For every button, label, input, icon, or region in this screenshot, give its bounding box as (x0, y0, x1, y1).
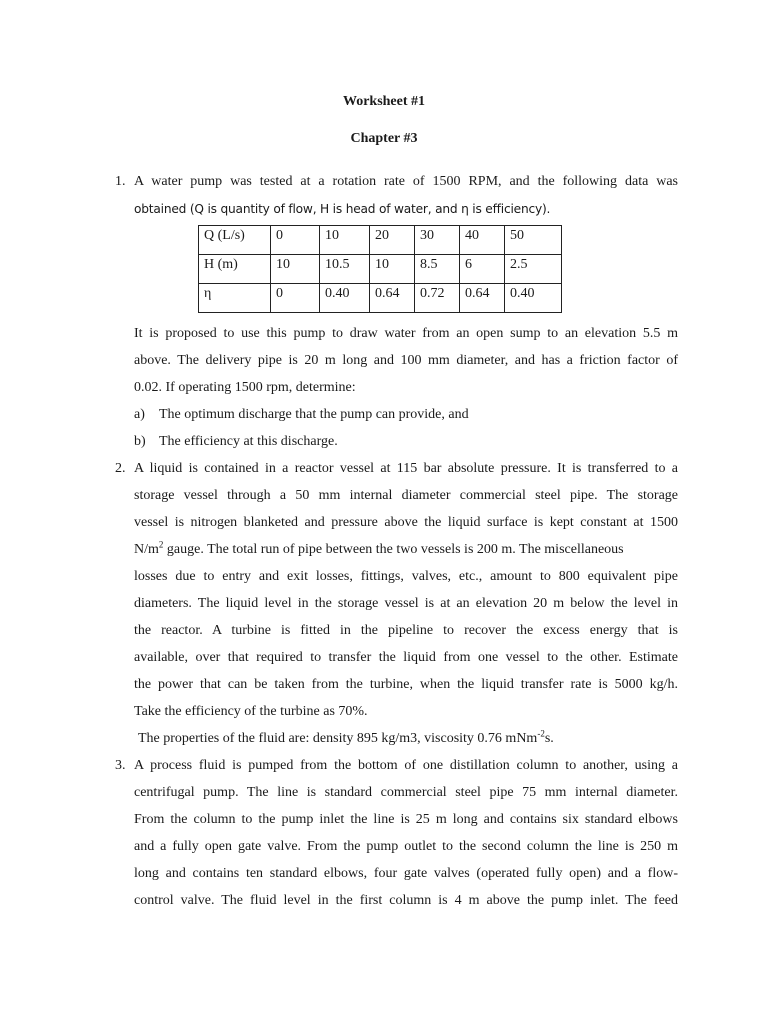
table-cell: 0 (271, 284, 320, 313)
sub-item-a-text: The optimum discharge that the pump can provide, and (159, 407, 469, 422)
table-cell: 6 (460, 255, 505, 284)
question-3-number: 3. (115, 758, 126, 773)
superscript: -2 (537, 728, 545, 739)
question-2-line (134, 541, 678, 559)
table-cell: 0.72 (415, 284, 460, 313)
question-1-line: 0.02. If operating 1500 rpm, determine: (134, 380, 356, 395)
table-cell: 10 (370, 255, 415, 284)
table-cell: 0.40 (320, 284, 370, 313)
question-2-line: storage vessel through a 50 mm internal diameter commercial steel pipe. The storage (134, 488, 678, 503)
table-row (199, 284, 562, 313)
table-cell: 8.5 (415, 255, 460, 284)
table-row (199, 226, 562, 255)
question-1-line: obtained (Q is quantity of flow, H is head of water, and η is efficiency). (134, 202, 551, 216)
question-3-line: and a fully open gate valve. From the pump outlet to the second column the line is 250 m (134, 839, 678, 854)
sub-item-a-label: a) (134, 407, 145, 422)
pump-data-table (198, 225, 562, 313)
question-1-line: above. The delivery pipe is 20 m long and 100 mm diameter, and has a friction factor of (134, 353, 678, 368)
question-3-line: From the column to the pump inlet the line is 25 m long and contains six standard elbows (134, 812, 678, 827)
table-cell: 0 (271, 226, 320, 255)
table-cell: 0.40 (505, 284, 562, 313)
unit-text: N/m (134, 542, 159, 557)
table-cell: 30 (415, 226, 460, 255)
question-3-line: control valve. The fluid level in the first column is 4 m above the pump inlet. The feed (134, 893, 678, 908)
table-cell: H (m) (199, 255, 271, 284)
question-2-line: available, over that required to transfer the liquid from one vessel to the other. Estimate (134, 650, 678, 665)
question-1-number: 1. (115, 174, 126, 189)
question-1-line: It is proposed to use this pump to draw water from an open sump to an elevation 5.5 m (134, 326, 678, 341)
question-2-line: A liquid is contained in a reactor vessel at 115 bar absolute pressure. It is transferred to a (134, 461, 678, 476)
table-cell: 0.64 (460, 284, 505, 313)
line-text: The properties of the fluid are: density 895 kg/m3, viscosity 0.76 mNm (138, 731, 538, 746)
chapter-title: Chapter #3 (350, 131, 418, 146)
table-cell: 0.64 (370, 284, 415, 313)
table-row (199, 255, 562, 284)
sub-item-b-label: b) (134, 434, 146, 449)
table-cell: 50 (505, 226, 562, 255)
question-2-line: vessel is nitrogen blanketed and pressure above the liquid surface is kept constant at 1500 (134, 515, 678, 530)
line-text: s. (544, 731, 554, 746)
question-2-line: losses due to entry and exit losses, fittings, valves, etc., amount to 800 equivalent pipe (134, 569, 678, 584)
table-cell: 10.5 (320, 255, 370, 284)
sub-item-b-text: The efficiency at this discharge. (159, 434, 338, 449)
superscript: 2 (158, 539, 164, 550)
table-cell: 10 (271, 255, 320, 284)
question-3-line: centrifugal pump. The line is standard commercial steel pipe 75 mm internal diameter. (134, 785, 678, 800)
table-cell: 40 (460, 226, 505, 255)
line-text: gauge. The total run of pipe between the two vessels is 200 m. The miscellaneous (163, 542, 624, 557)
table-cell: 2.5 (505, 255, 562, 284)
table-cell: 20 (370, 226, 415, 255)
question-2-line: diameters. The liquid level in the storage vessel is at an elevation 20 m below the level in (134, 596, 678, 611)
table-cell: η (199, 284, 271, 313)
question-2-number: 2. (115, 461, 126, 476)
question-2-line: the power that can be taken from the turbine, when the liquid transfer rate is 5000 kg/h. (134, 677, 678, 692)
question-2-line: the reactor. A turbine is fitted in the pipeline to recover the excess energy that is (134, 623, 678, 638)
question-2-line: Take the efficiency of the turbine as 70%. (134, 704, 368, 719)
question-3-line: A process fluid is pumped from the bottom of one distillation column to another, using a (134, 758, 678, 773)
worksheet-title: Worksheet #1 (342, 94, 426, 109)
question-1-line: A water pump was tested at a rotation rate of 1500 RPM, and the following data was (134, 174, 678, 189)
table-cell: 10 (320, 226, 370, 255)
table-cell: Q (L/s) (199, 226, 271, 255)
question-3-line: long and contains ten standard elbows, four gate valves (operated fully open) and a flow- (134, 866, 678, 881)
question-2-line (138, 730, 682, 748)
